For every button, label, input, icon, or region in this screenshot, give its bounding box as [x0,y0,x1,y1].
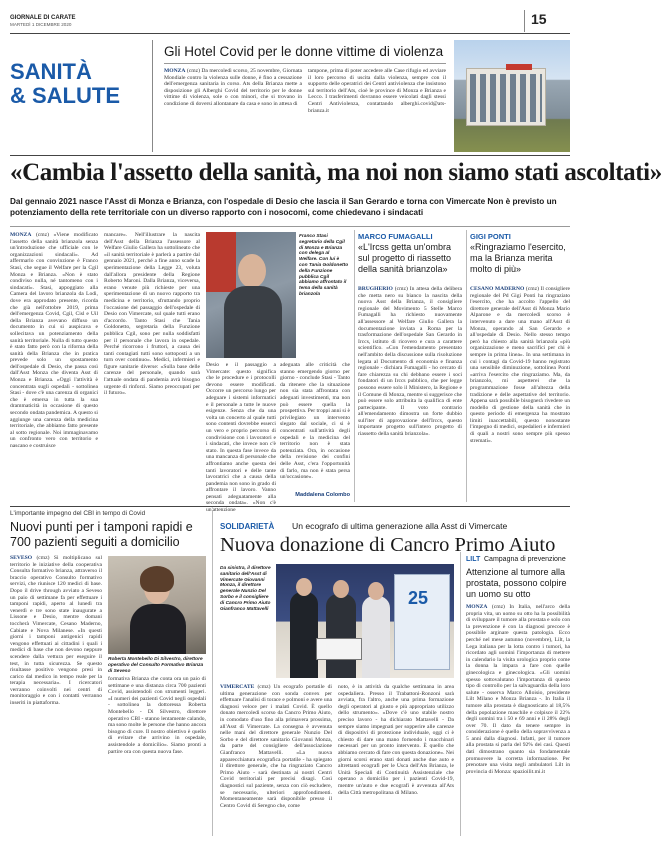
main-top-rule [10,155,570,156]
main-subhead-rule [10,226,570,227]
page-number: 15 [531,11,547,27]
main-col1-text: «Viene modificato l'assetto della sanità brianzola senza un'introduzione che ufficiale con le organizzazioni sindacali». Ad affermarlo con convinzione è Franco Stasi, che segue il Welfare per la Cgil Monza e Brianza. «Non è stato condiviso nulla, né tantomeno con i sindacati». Stasi, appoggiato alla Camera del lavoro brianzola da Lodi, dove era approdato presente, ricorda che già nell'ottobre 2019, prima dell'emergenza Covid, Cgil, Cisl e Uil della Brianza avevano diffuso un documento in cui si auspicava e sollecitava un potenziamento della sanità territoriale. Nulla di tutto questo è stato fatto però con la riforma della sanità della Brianza che in pratica prevede solo un spostamento dell'ospedale di Desio, che passa così dall'Asst Monza che diventa Asst di Monza e Brianza. «Oggi l'attività è concentrata sugli ospedali - sottolinea Stasi - dove c'è una carenza di organici che è emersa in tutta la sua drammaticità in occasione di questo secondo ondata pandemica. A questo si aggiunge una carenza della medicina territoriale, che abbiamo fatto presente al sotto regionale. Noi immaginavamo un confronto vero con territorio e nascano e costruisce [10,232,98,449]
montebello-photo [108,556,206,654]
main-subhead: Dal gennaio 2021 nasce l'Asst di Monza e Brianza, con l'ospedale di Desio che lascia il San Gerardo e torna con Vimercate Non è previsto un potenziamento della rete territoriale con un diverso rapporto con i nosocomi, come chiedevano i sindacati [10,197,557,217]
solidarieta-col1 [220,684,332,834]
main-col2: mancare». Nell'illustrare la nascita dell'Asst della Brianza l'assessore al Welfare Giulio Gallera ha sottolineato che «il sanità territoriale è parlerà a partire dal gennaio 2021, perché a fine anno scade la sperimentazione della Legge 23, voluta dall'allora presidente della Regione Roberto Maroni. Dalla Brianza, viceversa, erano venute più richieste per una sperimentazione di un nuovo rapporto tra medicina e territorio, sfruttando proprio l'occasione del passaggio dell'ospedale di Desio con Vimercate, sul quale tutti erano d'accordo. Tanto Stasi che Tania Goldonetto, segretaria della Funzione pubblica Cgil, sono per nulla soddisfatti per il personale che lavora in ospedale. Perché ricorrono i fruttori, a causa dei tanti contagiati tutti sono sottoposti a un turn over continuo». Medici, infermieri e figure sanitarie diverse: «Sulla base delle carenze del personale, quando sarà l'attuale ondata di pandemia avrà bisogno urgente di rinforzi. Siamo preoccupati per il futuro». [104,232,200,397]
solidarieta-lead: VIMERCATE [220,684,255,690]
montebello-photo-caption: Roberta Montebello Di Silvestro, direttore operativo del Consulto Formativo Brianza di Seveso [108,657,204,674]
donation-photo [276,564,454,678]
fumagalli-kicker: MARCO FUMAGALLI [358,232,433,241]
lilt-body: In Italia, nell'arco della propria vita, un uomo su otto ha la possibilità di sviluppare il tumore alla prostata e solo con la prevenzione è con la diagnosi precoce è possibile arginare questa patologia. Ecco perché nel mese autunno (novembre), Lilt, la Lega italiana per la lotta contro i tumori, ha ricordato agli uomini l'importanza di mettere in calendario la visita urologica proprio come la donna la impara a fare con quelle ginecologica e ginecologica. «Gli uomini spesso sottovalutano l'importanza di questo tipo di controllo per la salvaguardia della loro salute - osserva Marco Alloisio, presidente Lilt Milano e Monza Brianza -. In Italia il tumore alla prostata è diagnosticato al 18,5% della popolazione maschile e colpisce il 22% degli uomini tra i 50 e 69 anni e il 28% degli over 70. Il dato da tenere sempre in considerazione è quello della sopravvivenza a 5 anni dalla diagnosi. Infatti, per il tumore alla prostata si parla del 92% dei casi. Questi dati dimostrano quanto sia fondamentale promuovere la corretta informazione. Per prenotare una visita negli ambulatori Lilt in provincia di Monza: spazioilit.mi.it [466,604,571,775]
hotel-building-windows [470,74,542,122]
ponti-lead: CESANO MADERNO [470,286,525,292]
donation-person-2 [326,594,356,678]
section-title: SANITÀ [10,59,92,84]
masthead-paper: GIORNALE DI CARATE [10,15,76,21]
hotel-col1-lead: MONZA [164,68,186,74]
lilt-divider [460,552,461,836]
hotel-col2: tampone, prima di poter accedere alle Case rifugio ed avviare il loro percorso di uscita dalla violenza, sempre con il supporto delle operatrici dei Centri antiviolenza che insistono sul territorio dell'Ats, cioè le province di Monza e Brianza e Lecco. I trasferimenti dovranno essere veicolati dagli stessi Centri Antiviolenza, contattando alberghi.covid@ats-brianza.it [308,68,446,114]
stasi-photo-caption: Franco Stasi segretario della Cgil di Monza e Brianza con delega al Welfare. Con lui è con Tania Goldonetto della Funzione pubblica Cgil abbiamo affrontato il tema della sanità brianzola [299,234,349,297]
solidarieta-photo-caption: Da sinistra, il direttore sanitario dell'Asst di Vimercate Giovanni Monza, il direttore generale Nunzio Del Sorbo e il consigliere di Cancro Primo Aiuto Gianfranco Mattavelli [220,566,271,612]
page-number-divider [524,10,525,32]
solidarieta-col1-text: Un ecografo portatile di ultima generazione con sonda convex per effettuare l'analisi di torace e polmoni e avere una diagnosi veloce per i malati Covid. È quello donato mercoledì scorso da Cancro Primo Aiuto, in comodato d'uso fino alla primavera prossima, all'Asst di Vimercate. La consegna è avvenuta nelle mani del direttore generale Nunzio Del Sorbo e del direttore sanitario Giovanni Monza, da parte del consigliere dell'associazione Gianfranco Mattavelli. «La nuova apparecchiatura ecografica portatile - ha spiegato il direttore generale, che ha ringraziato Cancro Primo Aiuto - sarà destinata ai nostri Centri Covid territoriali per precisi disagi. Così diagnostici sul paziente, senza con ciò escludere, se necessario, ulteriori approfondimenti. Momentaneamente sarà disponibile presso il Centro Covid di Seregno che, come [220,684,332,809]
main-col4: adeguata alle criticità che stanno emergendo giorno per giorno - conclude Stasi - Tanto da ritenere che la situazione non sia stata affrontata con adeguati investimenti, ma non può essere quella la prospettiva. Per troppi anni si è privilegiato un intervento slegato dal sociale, ci si è concentrati sull'attività degli ospedali e la medicina del territorio non è stata potenziata. Ora, in occasione della revisione dei confini delle Asst, c'era l'opportunità di farlo, ma non è stata persa un'occasione». [280,362,350,481]
solidarieta-kicker: SOLIDARIETÀ [220,522,275,531]
donation-person-3-head [368,582,384,600]
solidarieta-divider [212,510,213,836]
ponti-meta: (cmz) [525,286,539,292]
solidarieta-subkicker: Un ecografo di ultima generazione alla Asst di Vimercate [292,521,508,531]
montebello-photo-hair [140,566,174,592]
main-signature: Maddalena Colombo [295,492,350,498]
stasi-photo-head [238,254,266,288]
montebello-photo-body [130,604,186,654]
fumagalli-meta: (cmz) [394,286,408,292]
ponti-kicker: GIGI PONTI [470,232,511,241]
masthead-date: MARTEDÌ 1 DICEMBRE 2020 [10,22,72,27]
fumagalli-lead: BRUGHERIO [358,286,393,292]
hotel-col1-text: Da mercoledì scorso, 25 novembre, Giornata Mondiale contro la violenza sulle donne, è fino a cessazione dell'emergenza sanitaria in corso. Ats della Brianza mette a disposizione gli Alberghi Covid del territorio per le donne vittime di violenza, sole o con minori, che si trovano in condizione di doversi allontanare da casa e sono in attesa di [164,68,303,107]
donation-person-1-head [296,578,312,596]
ponti-headline: «Ringraziamo l'esercito, ma la Brianza merita molto di più» [470,242,566,274]
hotel-divider [152,40,153,152]
main-col1-lead: MONZA [10,232,32,238]
lilt-headline: Attenzione al tumore alla prostata, possono colpire un uomo su otto [466,567,567,599]
main-col3: Desio e il passaggio a Vimercate: questo significa che le procedure e i protocolli devono essere modificati. Occorre un percorso lungo per adeguare i sistemi informatici e il personale a tutte le nuove esigenze. Senza che da una volta un concerto al quale tutti sono contenti dovrebbe esserci un vero e proprio percorso di condivisione con i lavoratori e i sindacati, che invece non c'è stato. In questa fase invece da una mancanza di personale che affrontiamo anche questa dei tanti lavoratori e delle tante lavoratrici che a causa della pandemia non sono in grado di affrontare il lavoro. Vanno pensati adeguatamente alla seconda ondata». «Non c'è un'attenzione [206,362,276,514]
ponti-body: Il consigliere regionale del Pd Gigi Ponti ha ringraziato l'esercito, che ha accolto l'appello del direttore generale dell'Asst di Monza Mario Alparone e da mercoledì scorso è intervenuto a dare una mano all'Asst di Monza, operando al San Gerardo e all'ospedale di Desio. Nello stesso tempo però ha chiesto alla sanità brianzola «più organizzazione e meno sacrifici per chi è sempre in prima linea». In una settimana in cui i contagi da Covid-19 hanno registrato una sensibile diminuzione, sottolinea Ponti «arriva l'esercito che ringraziamo. Ma, da brianzolo, mi aspetterei che la programmazione fosse all'altezza della tradizione e delle aspettative del territorio. Appena sarà possibile bisognerà rivedere un modello di gestione della sanità che in questo periodo di emergenza ha mostrato limiti inaccettabili, questo nonostante l'impegno di medici, ospedalieri e infermieri di quali a nostri sono sempre più spesso stremati». [470,286,571,444]
fumagalli-text [358,286,462,500]
main-headline: «Cambia l'assetto della sanità, ma noi non siamo stati ascoltati» [10,159,662,186]
cbi-headline: Nuovi punti per i tamponi rapidi e 700 pazienti seguiti a domicilio [10,520,193,549]
donation-banner-mark: 25 [408,588,429,608]
section-block [10,60,138,140]
fumagalli-headline: «L'Ircss getta un'ombra sul progetto di riassetto della sanità brianzola» [358,242,452,274]
masthead-rule [10,33,570,34]
cbi-meta: (cmz) [36,555,50,561]
stasi-photo [206,232,296,358]
stasi-photo-poster [206,232,236,292]
lilt-kicker: LILT [466,556,481,563]
ponti-divider [466,230,467,502]
hotel-headline-rule [164,63,446,64]
cbi-lead: SEVESO [10,555,33,561]
hotel-building-photo [454,40,570,152]
donation-person-1 [290,592,318,678]
fumagalli-body: In attesa della delibera che metta nero su bianco la nascita della nuova Asst della Brianza, il consigliere regionale del Movimento 5 Stelle Marco Fumagalli ha richiesto nuovamente all'assessore al Welfare Giulio Gallera la documentazione inviata a Roma per la trasformazione dell'ospedale San Gerardo in Irccs, istituto di ricovero e cura a carattere scientifico. «Con l'emendamento presentato nell'ambito della discussione sulla risoluzione legata al Documento di economia e finanza regionale - dichiara Fumagalli - ho cercato di fare chiarezza su chi debbano essere i soci fondatori di un Irccs pubblico, che per legge possono essere solo il Ministero, la Regione e il Comune di Monza, mentre si suggerisce che può essere solo attribuita la qualifica di ente partecipante. Il voto contrario all'emendamento dimostra un forte dubbio sull'iter di approvazione dell'Irccs, questo importante progetto sull'intero progetto di riassetto della sanità brianzola». [358,286,462,438]
donation-person-3 [362,596,390,678]
cbi-kicker: L'importante impegno del CBI in tempo di Covid [10,510,146,517]
cbi-col1-text: Si moltiplicano sul territorio le iniziative della cooperativa Consulta formativo brianza, attraverso il braccio operativo Consulto formativo servizi, che riunisce 120 medici di base. Dopo il drive through avviato a Seveso un paio di settimane fa per effettuare i tamponi rapidi, aperto al lunedì tra venerdì e tre sono state inaugurate a Lissone e Desio, mentre domani toccherà Vimercate, Cesano Maderno, Cabiate e Nova Milanese. «In questi giorni i tamponi antigenici rapidi vengono effettuati ai cittadini i quali i medici di base che non devono neppure scendere dalla vettura per eseguire il test, in tutta sicurezza. Se questo risultasse positivo vengono presi in carico dal medico in tempo reale per la terapia necessaria». I ricercatori verranno coinvolti nei centri di monitoraggio e con i contatti verranno inseriti in piattaforma. [10,555,103,707]
hotel-headline: Gli Hotel Covid per le donne vittime di violenza [164,44,444,59]
lilt-lead: MONZA [466,604,488,610]
ponti-text [470,286,570,500]
hotel-building-sign [506,64,532,70]
donation-person-2-head [333,580,349,598]
lower-top-rule [10,506,570,507]
main-col1-meta: (cmz) [35,232,49,238]
hotel-col1 [164,68,302,154]
stasi-photo-body [224,286,282,358]
section-subtitle: & SALUTE [10,83,120,108]
lilt-meta: (cmz) [491,604,505,610]
cbi-col1 [10,555,102,833]
main-col1 [10,232,98,500]
cbi-col2: formativa Brianza che conta ora un paio di settimane e una distanza circa 700 pazienti Covid, assistendoli con strumenti leggeri. «I numeri dei pazienti Covid negli ospedali - sottolinea la dottoressa Roberta Montebello - Di Silvestro, direttore operativo CBI - stanno lentamente calando, ma sono molte le persone che hanno ancora bisogno di cure. Il nostro obiettivo è quello di evitare che arrivino in ospedale, assistendole a domicilio». Siamo pronti a partire ora con questa nuova fase. [108,676,206,755]
lilt-subkicker: Campagna di prevenzione [484,556,566,563]
solidarieta-col2: noto, è in attività da qualche settimana in area ospedaliera. Presso il Trabattoni-Ronzoni sarà avviata, fra l'altro, anche una prima formazione degli operatori al giusto e più appropriato utilizzo dello strumento». «Dove c'è uno stabile nostro preciso lavoro - ha dichiarato Mattavelli - Da sempre siamo impegnati per sopperire alle carenze di dispositivi di protezione individuale, oggi ci è chiesto di dare una mano fornendo i macchinari necessari per un pronto intervento. È quello che abbiamo cercato di fare con questa donazione». Nei giorni scorsi erano stati donati anche due auto e altrettanti ecografi per le Usca dell'Ats Brianza, le Unità Speciali di Continuità Assistenziale che operano a domicilio per i pazienti Covid-19, mentre un'auto e due ecografi è avvenuta all'Ats della Città metropolitana di Milano. [338,684,454,796]
donation-device [316,638,362,660]
lilt-text [466,604,570,834]
solidarieta-headline: Nuova donazione di Cancro Primo Aiuto [220,534,556,556]
solidarieta-meta: (cmz) [257,684,271,690]
fumagalli-divider [354,230,355,502]
hotel-col1-meta: (cmz) [186,68,200,74]
